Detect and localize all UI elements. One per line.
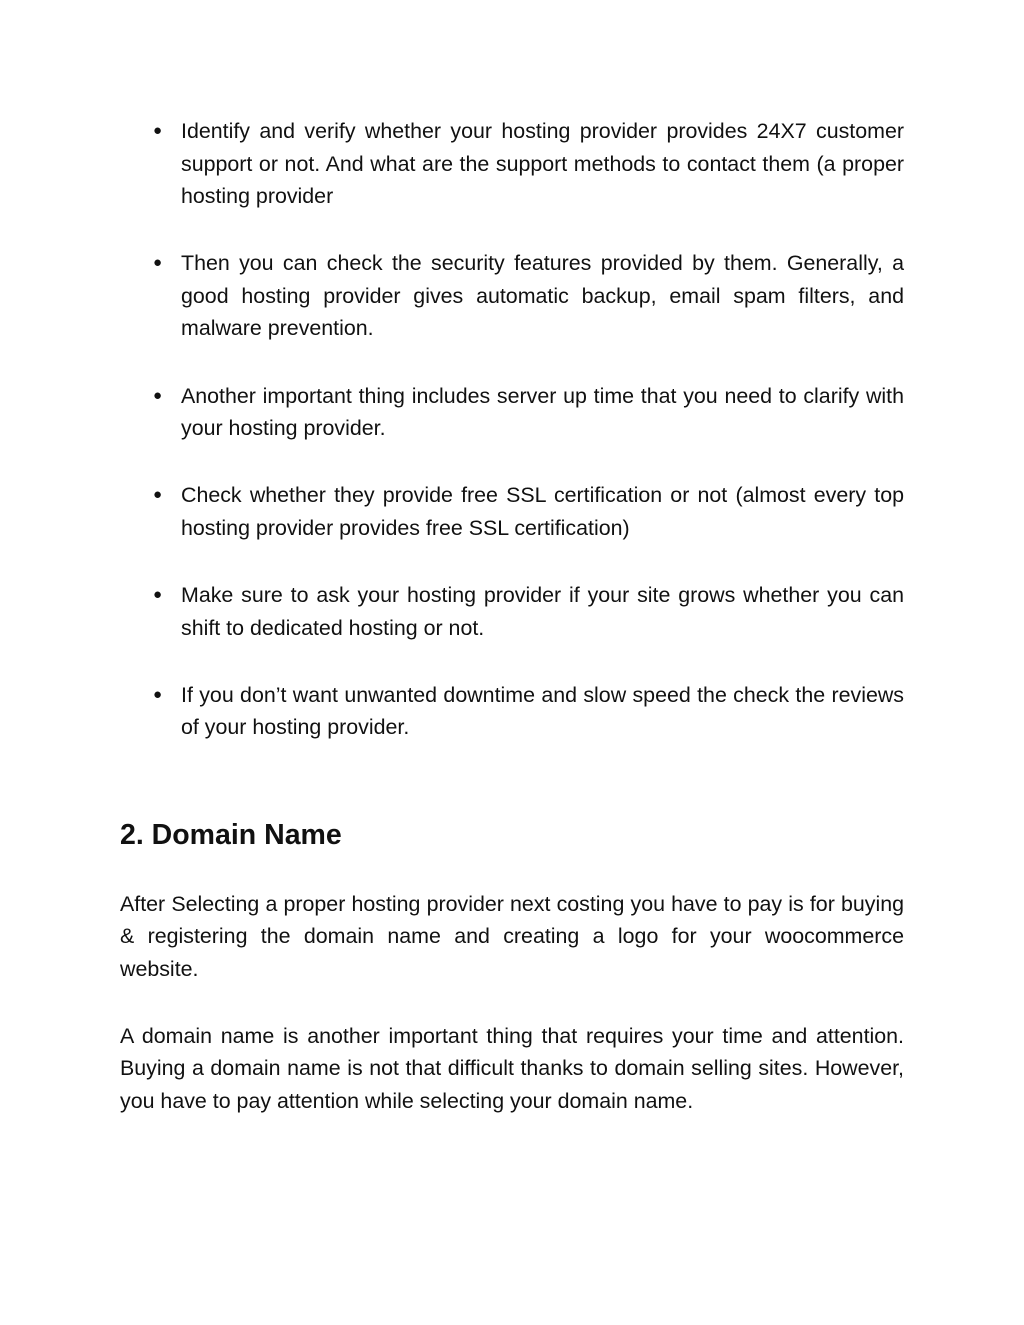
hosting-checklist (120, 115, 904, 744)
list-item-text: If you don’t want unwanted downtime and slow speed the check the reviews of your hosting provider. (181, 682, 904, 740)
document-page (120, 115, 904, 1117)
list-item (120, 247, 904, 345)
bullet-icon: ● (153, 254, 163, 272)
list-item (120, 679, 904, 744)
list-item (120, 479, 904, 544)
list-item (120, 115, 904, 213)
bullet-icon: ● (153, 122, 163, 139)
bullet-icon: ● (153, 486, 163, 504)
bullet-icon: ● (153, 685, 163, 703)
list-item-text: Then you can check the security features provided by them. Generally, a good hosting provider gives automatic backup, email spam filters, and malware prevention. (181, 251, 904, 341)
list-item-text: Another important thing includes server up time that you need to clarify with your hosting provider. (181, 383, 904, 441)
list-item-text: Identify and verify whether your hosting provider provides 24X7 customer support or not. And what are the support methods to contact them (a proper hosting provider (181, 119, 904, 209)
bullet-icon: ● (153, 585, 163, 603)
bullet-icon: ● (153, 386, 163, 404)
section-heading: 2. Domain Name (120, 818, 342, 851)
paragraph: After Selecting a proper hosting provider next costing you have to pay is for buying & registering the domain name and creating a logo for your woocommerce website. (120, 891, 904, 981)
list-item (120, 380, 904, 445)
list-item (120, 579, 904, 644)
list-item-text: Check whether they provide free SSL certification or not (almost every top hosting provider provides free SSL certification) (181, 483, 904, 540)
paragraph: A domain name is another important thing that requires your time and attention. Buying a domain name is not that difficult thanks to domain selling sites. However, you have to pay attention while selecting your domain name. (120, 1023, 904, 1113)
list-item-text: Make sure to ask your hosting provider if your site grows whether you can shift to dedicated hosting or not. (181, 582, 904, 640)
